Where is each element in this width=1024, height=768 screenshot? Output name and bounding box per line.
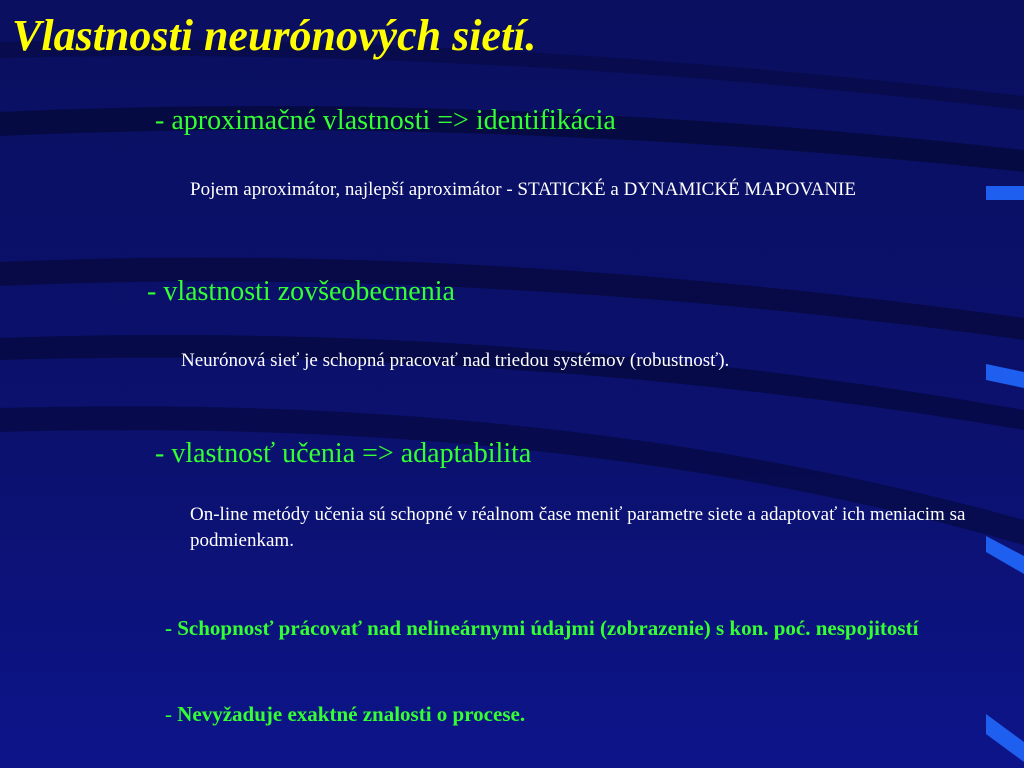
section-body-learning: On-line metódy učenia sú schopné v réalnom čase meniť parametre siete a adaptovať ich meniacim sa podmienkam. [190, 504, 966, 552]
section-heading-generalization: - vlastnosti zovšeobecnenia [147, 276, 455, 307]
bold-point-dash: - [165, 702, 178, 726]
bold-point-text: - Schopnosť prácovať nad nelineárnymi údajmi (zobrazenie) s kon. poć. nespojitostí [165, 616, 919, 640]
bold-point-no-exact-knowledge [165, 700, 925, 728]
slide-title: Vlastnosti neurónových sietí. [12, 11, 537, 60]
bold-point-nonlinear [165, 614, 925, 642]
section-heading-approximation: - aproximačné vlastnosti => identifikácia [155, 105, 616, 136]
bold-point-text: Nevyžaduje exaktné znalosti o procese. [177, 702, 526, 726]
section-heading-learning: - vlastnosť učenia => adaptabilita [155, 438, 532, 469]
section-body-approximation: Pojem aproximátor, najlepší aproximátor - STATICKÉ a DYNAMICKÉ MAPOVANIE [190, 179, 856, 200]
section-body-generalization: Neurónová sieť je schopná pracovať nad triedou systémov (robustnosť). [181, 350, 730, 371]
